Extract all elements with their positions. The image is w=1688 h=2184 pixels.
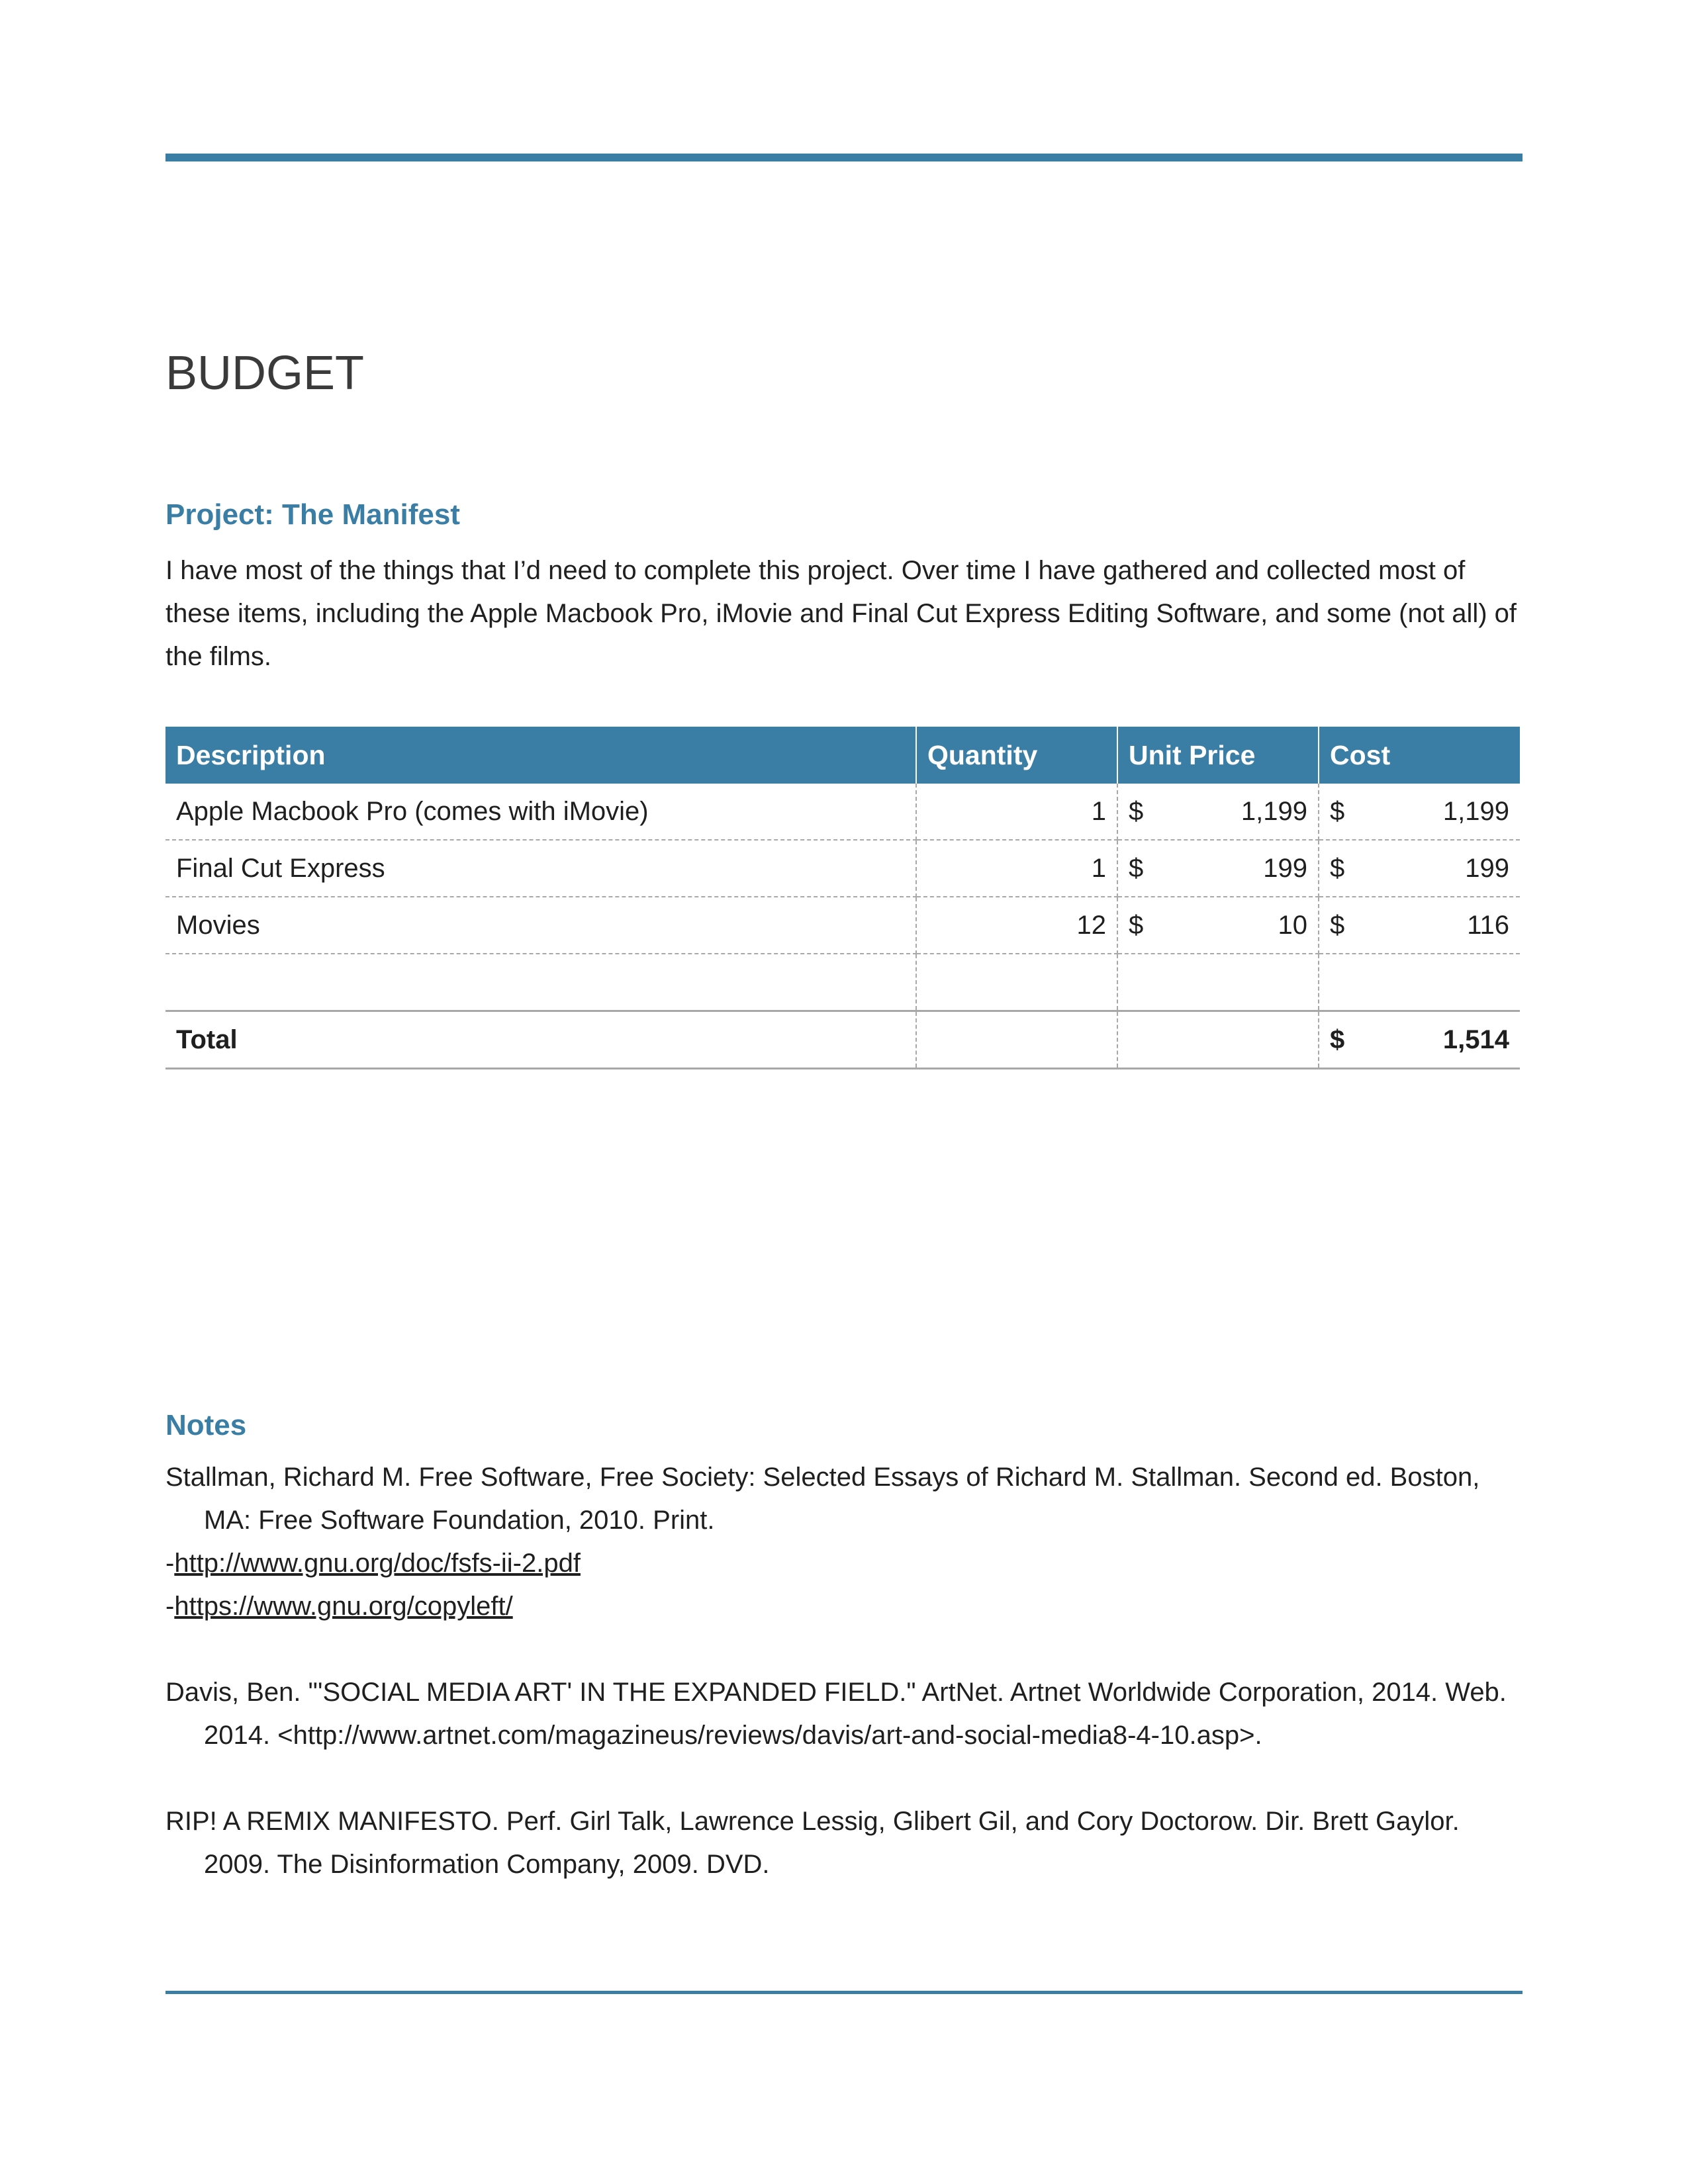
page-title: BUDGET — [165, 347, 365, 400]
cell-cost — [1319, 897, 1520, 954]
reference-davis: Davis, Ben. "'SOCIAL MEDIA ART' IN THE EXPANDED FIELD." ArtNet. Artnet Worldwide Corporation, 2014. Web. 2014. <http://www.artnet.com/magazineus/reviews/davis/art-and-social-media8-4-10.asp>. — [165, 1678, 1507, 1750]
intro-paragraph: I have most of the things that I’d need to complete this project. Over time I have gathered and collected most of these items, including the Apple Macbook Pro, iMovie and Final Cut Express Editing Software, and some (not all) of the films. — [165, 556, 1517, 671]
currency-symbol: $ — [1129, 910, 1144, 940]
spacer — [165, 1628, 1523, 1671]
cell-quantity: 1 — [916, 840, 1117, 897]
header-quantity: Quantity — [916, 727, 1117, 784]
currency-symbol: $ — [1330, 1024, 1345, 1054]
cell-cost — [1319, 840, 1520, 897]
cell-cost — [1319, 784, 1520, 840]
empty-cell — [916, 954, 1117, 1011]
notes-heading: Notes — [165, 1409, 247, 1441]
cell-quantity: 1 — [916, 784, 1117, 840]
cell-quantity: 12 — [916, 897, 1117, 954]
cell-description: Final Cut Express — [165, 840, 916, 897]
budget-table — [165, 727, 1520, 1069]
cell-unit-price — [1117, 840, 1319, 897]
link-line — [165, 1585, 1523, 1628]
table-row — [165, 784, 1520, 840]
table-row — [165, 840, 1520, 897]
cell-description: Movies — [165, 897, 916, 954]
empty-cell — [1117, 1011, 1319, 1069]
total-row — [165, 1011, 1520, 1069]
bottom-rule — [165, 1991, 1523, 1994]
currency-symbol: $ — [1330, 910, 1345, 940]
empty-cell — [1319, 954, 1520, 1011]
spacer — [165, 1757, 1523, 1800]
table-row-empty — [165, 954, 1520, 1011]
unit-price-value: 10 — [1278, 910, 1307, 940]
cell-unit-price — [1117, 784, 1319, 840]
reference-rip: RIP! A REMIX MANIFESTO. Perf. Girl Talk, Lawrence Lessig, Glibert Gil, and Cory Doctorow. Dir. Brett Gaylor. 2009. The Disinformation Company, 2009. DVD. — [165, 1807, 1460, 1879]
unit-price-value: 1,199 — [1241, 796, 1307, 826]
currency-symbol: $ — [1129, 796, 1144, 826]
project-heading: Project: The Manifest — [165, 498, 460, 531]
cost-value: 116 — [1467, 910, 1509, 940]
header-description: Description — [165, 727, 916, 784]
header-cost: Cost — [1319, 727, 1520, 784]
fsfs-pdf-link[interactable]: http://www.gnu.org/doc/fsfs-ii-2.pdf — [174, 1549, 581, 1578]
currency-symbol: $ — [1129, 853, 1144, 883]
top-rule — [165, 154, 1523, 161]
cell-unit-price — [1117, 897, 1319, 954]
cell-description: Apple Macbook Pro (comes with iMovie) — [165, 784, 916, 840]
table-row — [165, 897, 1520, 954]
empty-cell — [165, 954, 916, 1011]
empty-cell — [916, 1011, 1117, 1069]
link-line — [165, 1542, 1523, 1585]
empty-cell — [1117, 954, 1319, 1011]
total-value: 1,514 — [1442, 1024, 1509, 1054]
unit-price-value: 199 — [1263, 853, 1307, 883]
cost-value: 199 — [1465, 853, 1509, 883]
link-prefix: - — [165, 1592, 175, 1621]
header-unit-price: Unit Price — [1117, 727, 1319, 784]
total-label: Total — [165, 1011, 916, 1069]
total-cost — [1319, 1011, 1520, 1069]
cost-value: 1,199 — [1442, 796, 1509, 826]
notes-section — [165, 1456, 1523, 1886]
currency-symbol: $ — [1330, 796, 1345, 826]
reference-stallman: Stallman, Richard M. Free Software, Free Society: Selected Essays of Richard M. Stallman. Second ed. Boston, MA: Free Software Foundation, 2010. Print. — [165, 1463, 1480, 1535]
copyleft-link[interactable]: https://www.gnu.org/copyleft/ — [174, 1592, 513, 1621]
link-prefix: - — [165, 1549, 175, 1578]
currency-symbol: $ — [1330, 853, 1345, 883]
table-header-row — [165, 727, 1520, 784]
